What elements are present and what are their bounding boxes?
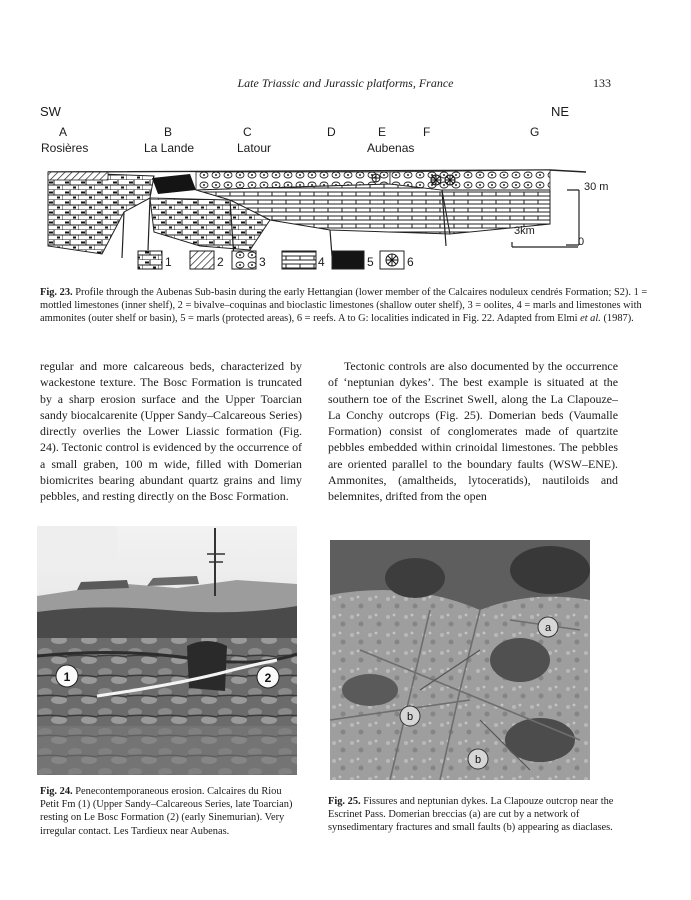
locality-a: A <box>59 125 68 139</box>
locality-d: D <box>327 125 336 139</box>
fig25-caption <box>328 795 618 835</box>
legend-2: 2 <box>217 255 224 269</box>
fig24-marker-2: 2 <box>264 671 272 685</box>
fig23-cross-section <box>30 150 670 278</box>
body-right-paragraph: Tectonic controls are also documented by the occurrence of ‘neptunian dykes’. The best example is situated at the southern toe of the Escrinet Swell, along the La Clapouze–La Conchy outcrops (Fig. 25). Domerian beds (Vaumalle Formation) consist of conglomerates made of quartzite pebbles embedded within crinoidal limestones. The pebbles are oriented parallel to the boundary faults (WSW–ENE). Ammonites, (amaltheids, lytoceratids), nautiloids and belemnites, drifted from the open <box>328 359 618 504</box>
fig25-marker-a: a <box>544 622 552 634</box>
body-left-paragraph: regular and more calcareous beds, characterized by wackestone texture. The Bosc Formation is truncated by a sharp erosion surface and the Upper Toarcian sandy biocalcarenite (Upper Sandy–Calcareous Series) directly overlies the Lower Liassic formation (Fig. 24). Tectonic control is evidenced by the occurrence of a small graben, 100 m wide, filled with Domerian biomicrites bearing abundant quartz grains and limy pebbles, and resting directly on the Bosc Formation. <box>40 359 302 504</box>
fig25-photo <box>330 540 590 780</box>
fig24-marker-1: 1 <box>63 670 71 684</box>
running-header: Late Triassic and Jurassic platforms, France <box>237 76 454 90</box>
fig25-marker-b2: b <box>474 754 482 766</box>
legend-3: 3 <box>259 255 266 269</box>
scale-zero: 0 <box>578 236 585 248</box>
fig24-photo <box>37 526 297 775</box>
locality-e: E <box>378 125 387 139</box>
direction-ne: NE <box>551 104 570 119</box>
legend-5: 5 <box>367 255 374 269</box>
place-aubenas: Aubenas <box>367 141 415 155</box>
fig25-caption-text: Fissures and neptunian dykes. La Clapouze outcrop near the Escrinet Pass. Domerian breccias (a) are cut by a network of synsedimentary fractures and small faults (b) appearing as diaclases. <box>328 796 614 834</box>
fig23-caption-etal: et al. <box>580 313 601 325</box>
place-rosieres: Rosières <box>41 141 89 155</box>
fig23-caption-label: Fig. 23. <box>40 287 73 298</box>
scale-30m: 30 m <box>584 181 609 193</box>
place-la-lande: La Lande <box>144 141 195 155</box>
page-number: 133 <box>593 76 611 90</box>
scale-3km: 3km <box>514 225 535 237</box>
fig23-caption <box>40 286 650 326</box>
locality-g: G <box>530 125 540 139</box>
fig24-caption <box>40 785 302 838</box>
legend-6: 6 <box>407 255 414 269</box>
body-right-column <box>328 358 618 505</box>
fig23-caption-text: Profile through the Aubenas Sub-basin during the early Hettangian (lower member of the Calcaires noduleux cendrés Formation; S2). 1 = mottled limestones (inner shelf), 2 = bivalve–coquinas and bioclastic limestones (shallow outer shelf), 3 = oolites, 4 = marls and limestones with ammonites (outer shelf or basin), 5 = marls (protected areas), 6 = reefs. A to G: localities indicated in Fig. 22. Adapted from Elmi <box>40 287 648 325</box>
fig25-marker-b1: b <box>406 711 414 723</box>
fig25-caption-label: Fig. 25. <box>328 796 361 807</box>
fig23-caption-year: (1987). <box>603 313 634 325</box>
legend-4: 4 <box>318 255 325 269</box>
locality-b: B <box>164 125 173 139</box>
fig24-caption-text: Penecontemporaneous erosion. Calcaires du Riou Petit Fm (1) (Upper Sandy–Calcareous Series, late Toarcian) resting on Le Bosc Formation (2) (early Sinemurian). Very irregular contact. Les Tardieux near Aubenas. <box>40 786 293 837</box>
locality-f: F <box>423 125 431 139</box>
legend-1: 1 <box>165 255 172 269</box>
direction-sw: SW <box>40 104 61 119</box>
place-latour: Latour <box>237 141 272 155</box>
fig24-caption-label: Fig. 24. <box>40 786 73 797</box>
locality-c: C <box>243 125 252 139</box>
body-left-column <box>40 358 302 505</box>
